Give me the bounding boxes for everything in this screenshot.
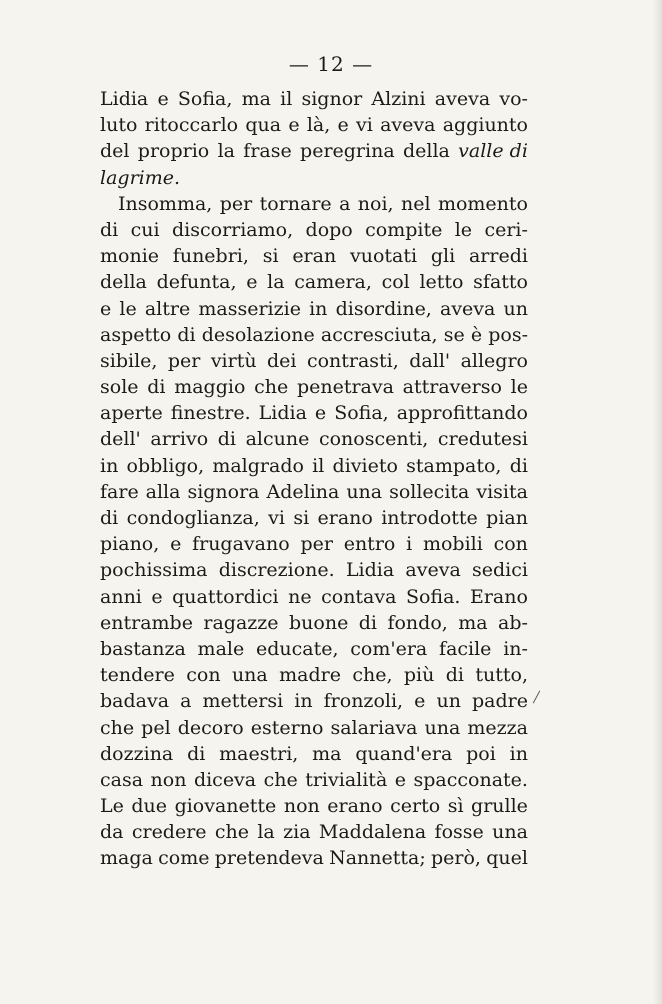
word: arrivo xyxy=(150,428,209,451)
word: ritoccarlo xyxy=(144,114,239,137)
word: pochissima xyxy=(100,559,208,582)
word: monie xyxy=(100,245,160,268)
word: il xyxy=(280,88,293,110)
word: vuotati xyxy=(350,245,418,268)
word: di xyxy=(358,611,378,634)
word: introdotte xyxy=(381,507,478,529)
word: alla xyxy=(145,480,181,503)
word: fosse xyxy=(434,821,484,844)
word: che xyxy=(214,821,250,844)
word: signora xyxy=(187,480,260,503)
text-line xyxy=(100,374,528,400)
word: frase xyxy=(243,140,292,163)
text-line xyxy=(100,741,528,767)
word: la xyxy=(217,140,235,163)
word: Nannetta; xyxy=(329,847,426,870)
text-line xyxy=(100,112,528,138)
word: e xyxy=(157,88,169,110)
word: proprio xyxy=(137,140,210,163)
word: Le xyxy=(100,795,124,818)
word: mobili xyxy=(422,533,483,556)
text-line xyxy=(100,715,528,741)
word: a xyxy=(180,690,192,713)
text-line xyxy=(100,584,528,610)
word: salariava xyxy=(330,716,418,739)
page-body-text xyxy=(100,86,528,872)
word: è xyxy=(470,323,483,346)
word: per xyxy=(219,192,253,215)
text-line xyxy=(100,688,528,714)
word: di xyxy=(100,218,119,241)
word: aveva xyxy=(434,88,491,110)
word: disordine, xyxy=(335,297,432,320)
word: diceva xyxy=(193,768,257,791)
word: dell' xyxy=(100,428,141,451)
word: entro xyxy=(343,533,396,556)
word: Erano xyxy=(469,585,528,608)
word: aggiunto xyxy=(442,114,528,137)
word: sole xyxy=(100,376,139,399)
word: ma xyxy=(312,742,342,765)
word: altre xyxy=(144,297,191,320)
word: Sofia, xyxy=(334,402,389,425)
word: discorriamo, xyxy=(172,218,294,241)
page-edge-shadow xyxy=(652,0,662,1004)
word: certo xyxy=(390,795,441,818)
word: dozzina xyxy=(100,742,174,765)
word: accresciuta, xyxy=(320,323,438,346)
text-line xyxy=(100,165,528,191)
word: più xyxy=(403,664,435,687)
text-line xyxy=(100,610,528,636)
word: di xyxy=(100,507,119,529)
word: Lidia xyxy=(100,88,149,110)
word: signor xyxy=(301,88,363,110)
word: tornare xyxy=(259,192,332,215)
word: e xyxy=(288,114,300,137)
word: esterno xyxy=(250,716,324,739)
word: stampato, xyxy=(406,454,502,477)
word: dall' xyxy=(409,349,451,372)
text-line xyxy=(100,191,528,217)
word: pretendeva xyxy=(214,847,324,870)
word: e xyxy=(100,297,112,320)
word: condoglianza, xyxy=(126,507,260,529)
word: frugavano xyxy=(192,533,290,556)
word: trivialità xyxy=(305,768,388,791)
word: madre xyxy=(279,664,341,687)
word: finestre. xyxy=(170,402,251,425)
word: alcune xyxy=(245,428,310,451)
word: quand'era xyxy=(355,742,453,765)
word: fare xyxy=(100,480,139,503)
word: pel xyxy=(141,716,171,739)
word: una xyxy=(492,821,528,844)
word: Sofia, xyxy=(177,88,233,110)
word: di xyxy=(509,454,528,477)
text-line xyxy=(100,636,528,662)
word: com'era xyxy=(350,637,428,660)
text-line xyxy=(100,217,528,243)
word: e xyxy=(170,533,182,556)
word: se xyxy=(443,323,465,346)
word: di xyxy=(147,376,166,399)
word: erano xyxy=(327,795,383,818)
word: defunta, xyxy=(156,271,237,294)
word: si xyxy=(262,245,279,268)
word: della xyxy=(100,271,147,294)
word: sollecita xyxy=(389,480,470,503)
word: di xyxy=(187,742,206,765)
word: noi, xyxy=(357,192,394,215)
word: padre xyxy=(472,690,528,713)
word: buone xyxy=(289,611,349,634)
word: e xyxy=(314,402,327,425)
text-line xyxy=(100,793,528,819)
word: compite xyxy=(365,218,443,241)
word: le xyxy=(454,218,473,241)
word: però, xyxy=(431,847,481,870)
word: mettersi xyxy=(202,690,284,713)
text-line xyxy=(100,269,528,295)
word: da xyxy=(100,821,124,844)
word: entrambe xyxy=(100,611,193,634)
word: luto xyxy=(100,114,138,137)
word: tutto, xyxy=(475,664,528,687)
word: il xyxy=(312,454,325,477)
word: nel xyxy=(400,192,431,215)
word: la xyxy=(267,271,285,294)
word: sfatto xyxy=(473,271,528,294)
word: credutesi xyxy=(437,428,528,451)
word: maestri, xyxy=(219,742,299,765)
word: malgrado xyxy=(212,454,304,477)
word: quel xyxy=(486,847,528,870)
word: lagrime. xyxy=(100,166,181,189)
word: fondo, xyxy=(387,611,448,634)
word: ma xyxy=(458,611,488,634)
word: grulle xyxy=(471,795,528,818)
word: dopo xyxy=(305,218,353,241)
word: un xyxy=(503,297,528,320)
word: gli xyxy=(430,245,456,268)
word: decoro xyxy=(177,716,244,739)
word: casa xyxy=(100,768,144,791)
text-line xyxy=(100,505,528,531)
word: poi xyxy=(466,742,496,765)
word: mezza xyxy=(467,716,528,739)
word: come xyxy=(158,847,210,870)
word: masserizie xyxy=(198,297,301,320)
word: in xyxy=(100,454,119,477)
word: e xyxy=(414,690,426,713)
word: Maddalena xyxy=(318,821,427,844)
word: sedici xyxy=(472,559,528,582)
word: desolazione xyxy=(201,323,315,346)
word: ne xyxy=(288,585,312,608)
word: penetrava xyxy=(296,376,394,399)
word: dei xyxy=(267,349,297,372)
word: una xyxy=(231,664,268,687)
text-line xyxy=(100,557,528,583)
word: arredi xyxy=(468,245,528,268)
word: sibile, xyxy=(100,349,158,372)
word: per xyxy=(300,533,333,556)
word: Adelina xyxy=(266,480,340,503)
word: peregrina xyxy=(300,140,395,163)
word: camera, xyxy=(294,271,372,294)
word: virtù xyxy=(210,349,257,372)
word: due xyxy=(131,795,168,818)
word: maga xyxy=(100,847,153,870)
text-line xyxy=(100,400,528,426)
word: fronzoli, xyxy=(323,690,404,713)
word: che xyxy=(254,376,289,399)
word: aveva xyxy=(440,297,496,320)
word: ragazze xyxy=(203,611,279,634)
text-line xyxy=(100,845,528,871)
text-line xyxy=(100,662,528,688)
word: non xyxy=(283,795,320,818)
word: allegro xyxy=(460,349,528,372)
word: ceri- xyxy=(484,218,528,241)
word: aperte xyxy=(100,402,163,425)
word: con xyxy=(493,533,528,556)
word: del xyxy=(100,140,130,163)
word: una xyxy=(346,480,383,503)
word: pian xyxy=(486,507,528,529)
text-line xyxy=(100,479,528,505)
word: Sofia. xyxy=(405,585,461,608)
word: in xyxy=(509,742,528,765)
text-line xyxy=(100,322,528,348)
word: vi xyxy=(356,114,373,137)
word: Lidia xyxy=(345,559,395,582)
text-line xyxy=(100,138,528,164)
word: erano xyxy=(317,507,373,529)
word: male xyxy=(197,637,245,660)
word: sì xyxy=(447,795,464,818)
text-line xyxy=(100,243,528,269)
word: con xyxy=(186,664,221,687)
word: discrezione. xyxy=(218,559,335,582)
word: vi xyxy=(268,507,285,529)
word: le xyxy=(119,297,137,320)
text-line xyxy=(100,296,528,322)
word: e xyxy=(151,585,163,608)
word: contrasti, xyxy=(306,349,399,372)
text-line xyxy=(100,426,528,452)
word: la xyxy=(257,821,275,844)
word: Insomma, xyxy=(118,192,213,215)
word: e xyxy=(246,271,258,294)
word: in xyxy=(294,690,313,713)
word: visita xyxy=(476,480,528,503)
word: momento xyxy=(437,192,528,215)
word: a xyxy=(339,192,351,215)
word: maggio xyxy=(174,376,246,399)
word: le xyxy=(510,376,528,399)
word: col xyxy=(381,271,410,294)
text-line xyxy=(100,86,528,112)
word: si xyxy=(293,507,310,529)
word: approfittando xyxy=(396,402,528,425)
word: aspetto xyxy=(100,323,172,346)
word: una xyxy=(424,716,461,739)
page-number: — 12 — xyxy=(288,52,374,76)
text-line xyxy=(100,531,528,557)
word: i xyxy=(406,533,413,556)
word: che xyxy=(100,716,135,739)
word: facile xyxy=(439,637,492,660)
word: e xyxy=(394,768,407,791)
word: tendere xyxy=(100,664,175,687)
word: badava xyxy=(100,690,170,713)
word: zia xyxy=(283,821,311,844)
word: un xyxy=(436,690,461,713)
word: anni xyxy=(100,585,142,608)
word: aveva xyxy=(405,559,461,582)
word: Lidia xyxy=(258,402,307,425)
word: non xyxy=(150,768,187,791)
word: educate, xyxy=(255,637,339,660)
word: letto xyxy=(419,271,464,294)
word: di xyxy=(217,428,236,451)
word: in- xyxy=(503,637,528,660)
word: bastanza xyxy=(100,637,186,660)
word: ab- xyxy=(498,611,528,634)
word: che xyxy=(263,768,298,791)
word: obbligo, xyxy=(126,454,205,477)
word: divieto xyxy=(332,454,398,477)
word: della xyxy=(402,140,450,163)
text-line xyxy=(100,767,528,793)
word: eran xyxy=(292,245,337,268)
word: valle di xyxy=(458,140,528,163)
text-line xyxy=(100,453,528,479)
word: pos- xyxy=(488,323,528,346)
word: di xyxy=(177,323,196,346)
word: di xyxy=(445,664,464,687)
word: piano, xyxy=(100,533,160,556)
word: qua xyxy=(245,114,282,137)
word: ma xyxy=(241,88,271,110)
word: vo- xyxy=(499,88,528,110)
word: giovanette xyxy=(174,795,277,818)
word: attraverso xyxy=(402,376,502,399)
word: contava xyxy=(321,585,397,608)
text-line xyxy=(100,348,528,374)
margin-mark xyxy=(533,691,540,704)
word: in xyxy=(309,297,328,320)
word: aveva xyxy=(380,114,436,137)
word: cui xyxy=(130,218,160,241)
word: là, xyxy=(306,114,331,137)
text-line xyxy=(100,819,528,845)
word: quattordici xyxy=(172,585,279,608)
word: che, xyxy=(352,664,393,687)
word: e xyxy=(337,114,349,137)
word: per xyxy=(167,349,201,372)
word: conoscenti, xyxy=(318,428,429,451)
word: funebri, xyxy=(172,245,249,268)
word: spacconate. xyxy=(413,768,528,791)
word: Alzini xyxy=(371,88,426,110)
word: credere xyxy=(131,821,207,844)
